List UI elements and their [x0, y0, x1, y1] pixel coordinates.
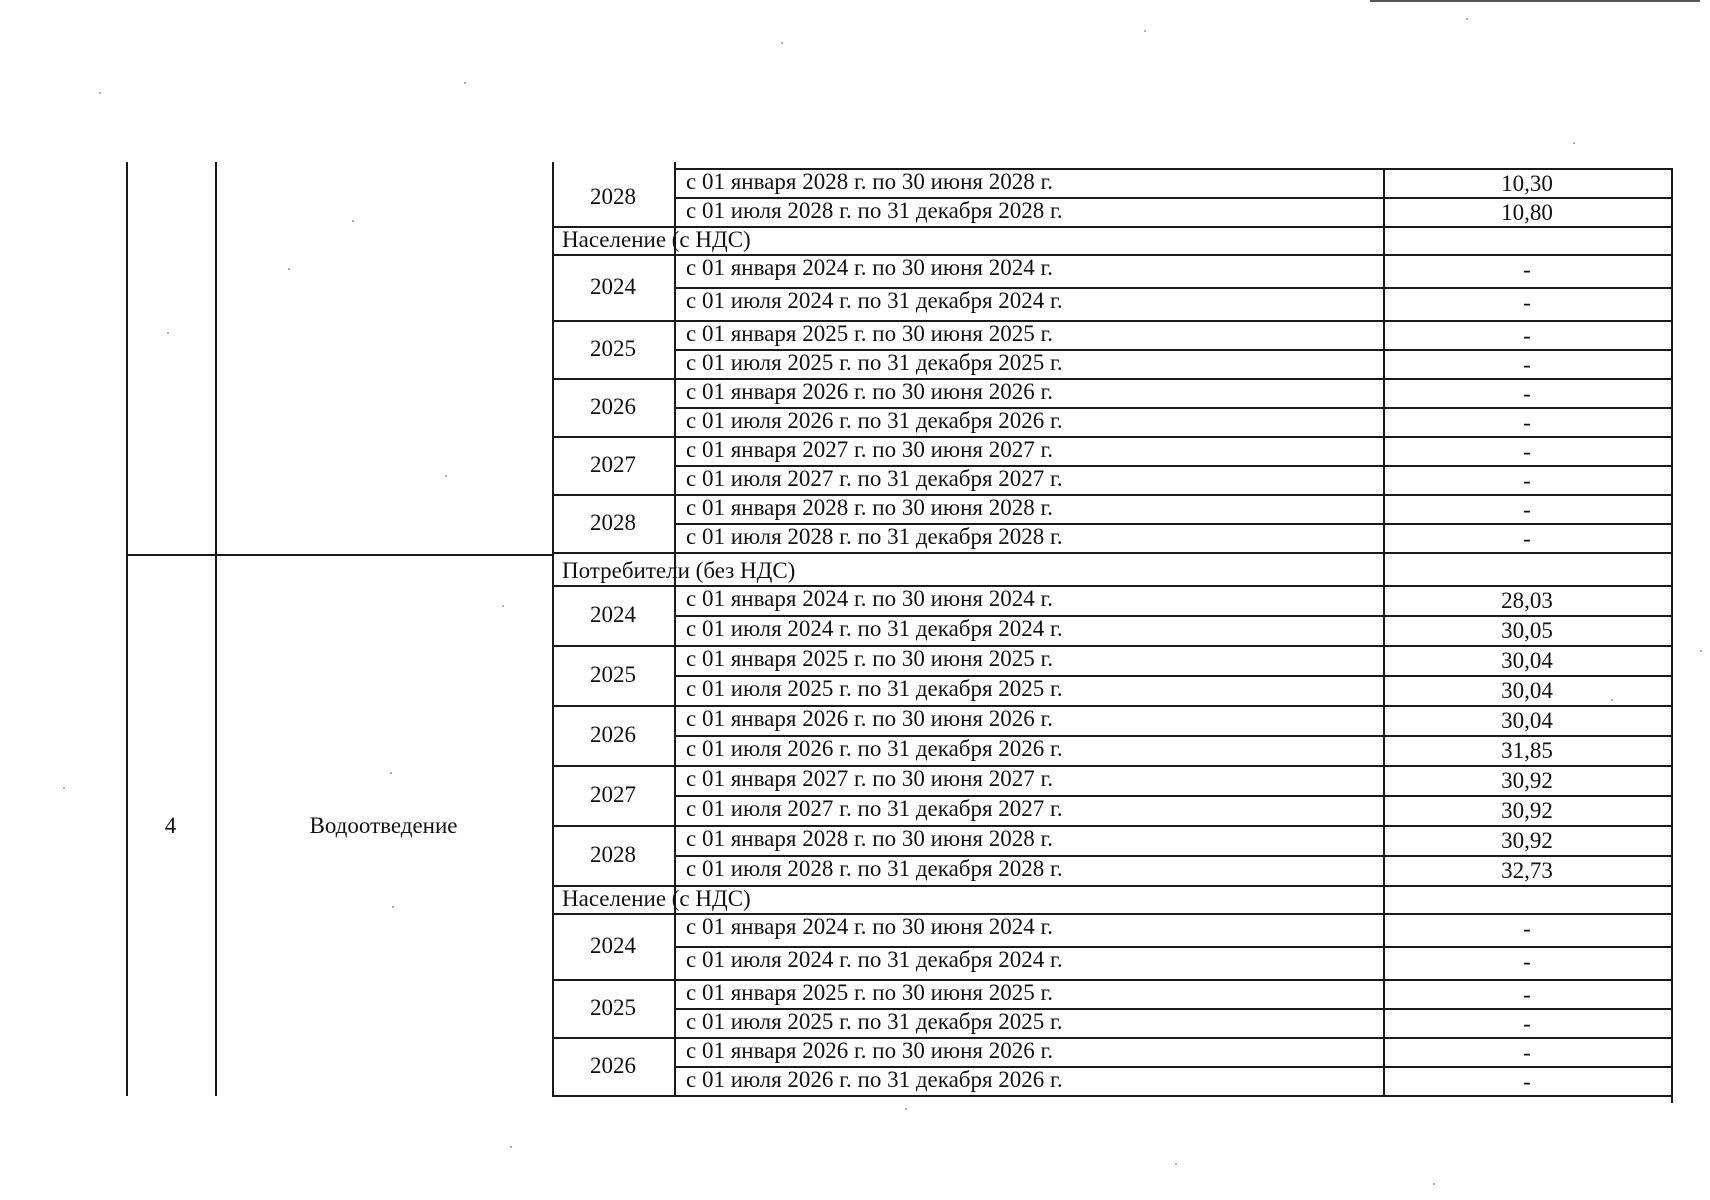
period-cell: с 01 июля 2028 г. по 31 декабря 2028 г. — [686, 198, 1063, 223]
value-cell: - — [1523, 1040, 1531, 1065]
scan-speck — [464, 82, 466, 84]
period-cell: с 01 июля 2026 г. по 31 декабря 2026 г. — [686, 1067, 1063, 1092]
period-cell: с 01 января 2026 г. по 30 июня 2026 г. — [686, 379, 1054, 404]
value-cell: - — [1523, 410, 1531, 435]
table-row-border — [552, 1095, 1671, 1097]
scan-speck — [392, 906, 394, 908]
period-cell: с 01 января 2025 г. по 30 июня 2025 г. — [686, 980, 1054, 1005]
year-cell: 2026 — [590, 1053, 636, 1078]
table-row-border — [552, 552, 1671, 554]
year-cell: 2027 — [590, 452, 636, 477]
value-cell: - — [1523, 352, 1531, 377]
year-cell: 2026 — [590, 394, 636, 419]
period-cell: с 01 июля 2028 г. по 31 декабря 2028 г. — [686, 856, 1063, 881]
period-cell: с 01 июля 2027 г. по 31 декабря 2027 г. — [686, 796, 1063, 821]
period-cell: с 01 июля 2024 г. по 31 декабря 2024 г. — [686, 288, 1063, 313]
section-divider — [126, 554, 553, 556]
scan-speck — [1466, 18, 1468, 20]
scan-speck — [445, 475, 447, 477]
section-number: 4 — [164, 813, 177, 838]
year-cell: 2028 — [590, 842, 636, 867]
year-cell: 2024 — [590, 274, 636, 299]
period-cell: с 01 июля 2024 г. по 31 декабря 2024 г. — [686, 947, 1063, 972]
value-cell: 10,30 — [1501, 171, 1553, 196]
value-cell: - — [1523, 949, 1531, 974]
value-cell: 30,04 — [1501, 648, 1553, 673]
category-label: Население (с НДС) — [562, 227, 751, 252]
value-cell: - — [1523, 381, 1531, 406]
scan-speck — [905, 1108, 907, 1110]
period-cell: с 01 июля 2024 г. по 31 декабря 2024 г. — [686, 616, 1063, 641]
category-label: Население (с НДС) — [562, 886, 751, 911]
year-cell: 2026 — [590, 722, 636, 747]
period-cell: с 01 июля 2026 г. по 31 декабря 2026 г. — [686, 408, 1063, 433]
scan-speck — [1700, 650, 1702, 652]
scan-speck — [99, 92, 101, 94]
year-cell: 2025 — [590, 662, 636, 687]
period-cell: с 01 января 2027 г. по 30 июня 2027 г. — [686, 766, 1054, 791]
period-cell: с 01 июля 2027 г. по 31 декабря 2027 г. — [686, 466, 1063, 491]
year-cell: 2024 — [590, 602, 636, 627]
period-cell: с 01 января 2028 г. по 30 июня 2028 г. — [686, 495, 1054, 520]
value-cell: 30,92 — [1501, 798, 1553, 823]
period-cell: с 01 января 2027 г. по 30 июня 2027 г. — [686, 437, 1054, 462]
scan-speck — [390, 772, 392, 774]
value-cell: - — [1523, 982, 1531, 1007]
value-cell: - — [1523, 497, 1531, 522]
value-cell: 30,92 — [1501, 768, 1553, 793]
scan-speck — [63, 787, 65, 789]
period-cell: с 01 января 2025 г. по 30 июня 2025 г. — [686, 646, 1054, 671]
number-column-border — [215, 162, 217, 1096]
scan-speck — [288, 268, 290, 270]
period-cell: с 01 января 2024 г. по 30 июня 2024 г. — [686, 255, 1054, 280]
value-cell: 28,03 — [1501, 588, 1553, 613]
value-cell: - — [1523, 290, 1531, 315]
scan-speck — [510, 1146, 512, 1148]
value-cell: 30,92 — [1501, 828, 1553, 853]
scan-speck — [352, 220, 354, 222]
value-cell: 30,05 — [1501, 618, 1553, 643]
year-cell: 2025 — [590, 995, 636, 1020]
scan-speck — [1175, 1163, 1177, 1165]
value-cell: 30,04 — [1501, 708, 1553, 733]
year-cell: 2025 — [590, 336, 636, 361]
value-cell: 30,04 — [1501, 678, 1553, 703]
value-cell: - — [1523, 439, 1531, 464]
scan-speck — [1433, 1183, 1435, 1185]
year-cell: 2024 — [590, 933, 636, 958]
scan-speck — [1611, 699, 1613, 701]
period-cell: с 01 июля 2028 г. по 31 декабря 2028 г. — [686, 524, 1063, 549]
period-cell: с 01 июля 2025 г. по 31 декабря 2025 г. — [686, 350, 1063, 375]
period-cell: с 01 июля 2025 г. по 31 декабря 2025 г. — [686, 676, 1063, 701]
scan-speck — [502, 605, 504, 607]
value-cell: 31,85 — [1501, 738, 1553, 763]
period-cell: с 01 января 2024 г. по 30 июня 2024 г. — [686, 586, 1054, 611]
section-name: Водоотведение — [309, 813, 458, 838]
value-cell: 10,80 — [1501, 200, 1553, 225]
period-cell: с 01 января 2024 г. по 30 июня 2024 г. — [686, 914, 1054, 939]
period-cell: с 01 января 2026 г. по 30 июня 2026 г. — [686, 706, 1054, 731]
value-cell: - — [1523, 323, 1531, 348]
period-cell: с 01 января 2026 г. по 30 июня 2026 г. — [686, 1038, 1054, 1063]
value-cell: - — [1523, 916, 1531, 941]
scan-speck — [1144, 30, 1146, 32]
period-column-left-border — [674, 162, 676, 1097]
value-cell: - — [1523, 468, 1531, 493]
table-right-border — [1671, 168, 1673, 1103]
period-cell: с 01 января 2028 г. по 30 июня 2028 г. — [686, 826, 1054, 851]
scan-speck — [1573, 142, 1575, 144]
period-cell: с 01 июля 2025 г. по 31 декабря 2025 г. — [686, 1009, 1063, 1034]
year-cell: 2028 — [590, 510, 636, 535]
period-cell: с 01 января 2028 г. по 30 июня 2028 г. — [686, 169, 1054, 194]
period-cell: с 01 июля 2026 г. по 31 декабря 2026 г. — [686, 736, 1063, 761]
table-left-border — [126, 162, 128, 1096]
top-edge-line — [1370, 0, 1700, 2]
scan-speck — [167, 332, 169, 334]
value-cell: - — [1523, 1011, 1531, 1036]
year-cell: 2028 — [590, 184, 636, 209]
category-label: Потребители (без НДС) — [562, 558, 796, 583]
value-cell: - — [1523, 526, 1531, 551]
period-cell: с 01 января 2025 г. по 30 июня 2025 г. — [686, 321, 1054, 346]
value-cell: - — [1523, 257, 1531, 282]
year-cell: 2027 — [590, 782, 636, 807]
value-cell: 32,73 — [1501, 858, 1553, 883]
scan-speck — [781, 42, 783, 44]
value-cell: - — [1523, 1069, 1531, 1094]
